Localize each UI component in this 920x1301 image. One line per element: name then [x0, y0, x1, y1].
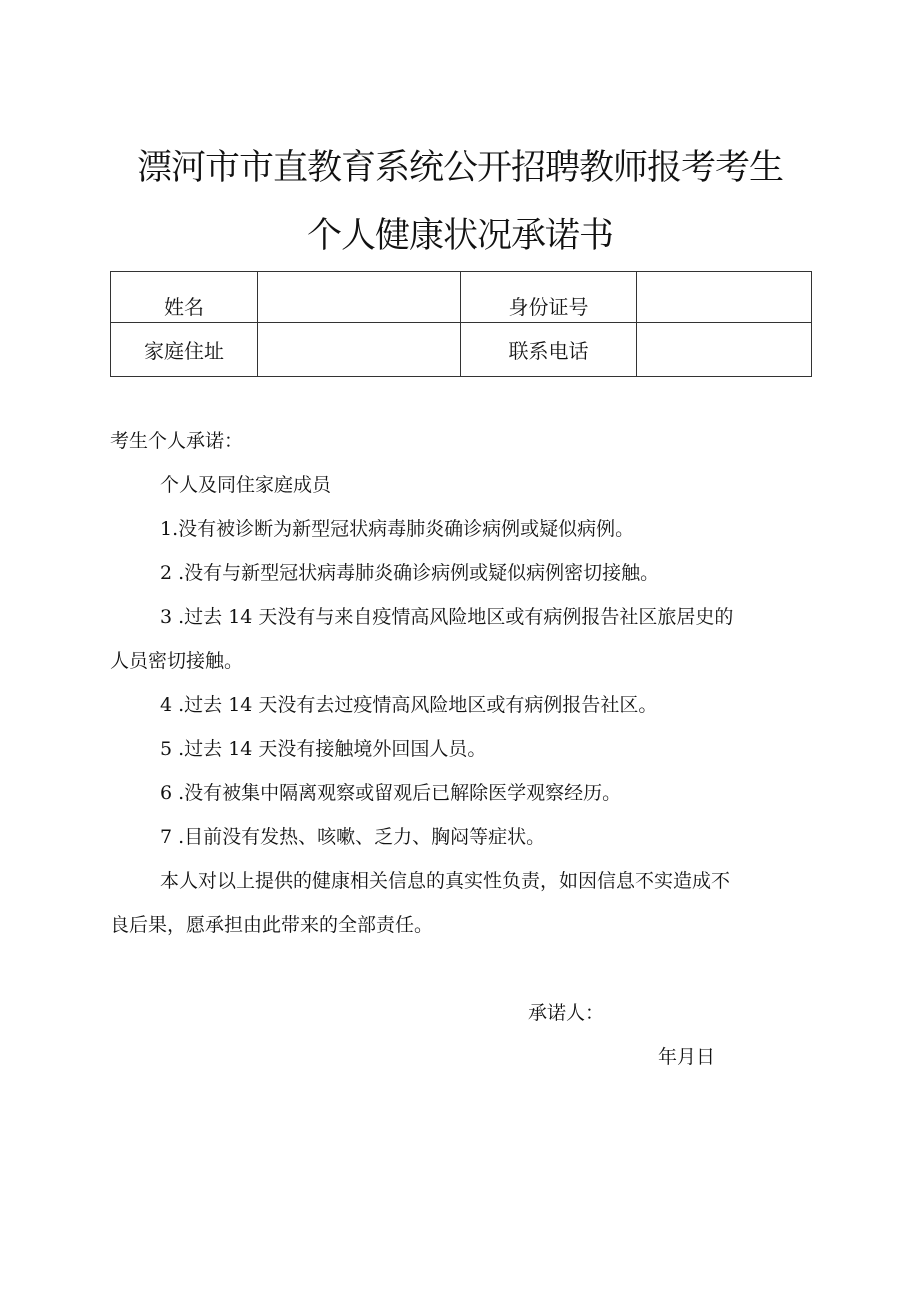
phone-label: 联系电话: [461, 323, 637, 377]
pledge-item-4: 4 .过去 14 天没有去过疫情高风险地区或有病例报告社区。: [160, 694, 658, 716]
name-field[interactable]: [258, 272, 461, 323]
pledge-item-5: 5 .过去 14 天没有接触境外回国人员。: [160, 738, 487, 760]
id-number-label: 身份证号: [461, 272, 637, 323]
date-label: 年月日: [658, 1046, 716, 1068]
declaration-line-1: 本人对以上提供的健康相关信息的真实性负责，如因信息不实造成不: [160, 870, 731, 892]
pledge-item-6: 6 .没有被集中隔离观察或留观后已解除医学观察经历。: [160, 782, 622, 804]
pledge-intro: 个人及同住家庭成员: [160, 474, 332, 496]
phone-field[interactable]: [637, 323, 812, 377]
home-address-label: 家庭住址: [111, 323, 258, 377]
declaration-line-2: 良后果，愿承担由此带来的全部责任。: [110, 914, 434, 936]
document-title-line-1: 漂河市市直教育系统公开招聘教师报考考生: [136, 148, 783, 188]
pledge-item-7: 7 .目前没有发热、咳嗽、乏力、胸闷等症状。: [160, 826, 546, 848]
document-title-line-2: 个人健康状况承诺书: [306, 216, 613, 256]
home-address-field[interactable]: [258, 323, 461, 377]
name-label: 姓名: [111, 272, 258, 323]
table-row: [111, 272, 812, 323]
pledge-heading: 考生个人承诺：: [110, 430, 244, 452]
personal-info-table: [110, 271, 812, 377]
pledge-item-1: 1.没有被诊断为新型冠状病毒肺炎确诊病例或疑似病例。: [160, 518, 635, 540]
pledge-item-2: 2 .没有与新型冠状病毒肺炎确诊病例或疑似病例密切接触。: [160, 562, 660, 584]
pledge-item-3: 3 .过去 14 天没有与来自疫情高风险地区或有病例报告社区旅居史的: [160, 606, 734, 628]
signer-label: 承诺人：: [528, 1002, 605, 1024]
id-number-field[interactable]: [637, 272, 812, 323]
table-row: [111, 323, 812, 377]
pledge-item-3-continued: 人员密切接触。: [110, 650, 244, 672]
